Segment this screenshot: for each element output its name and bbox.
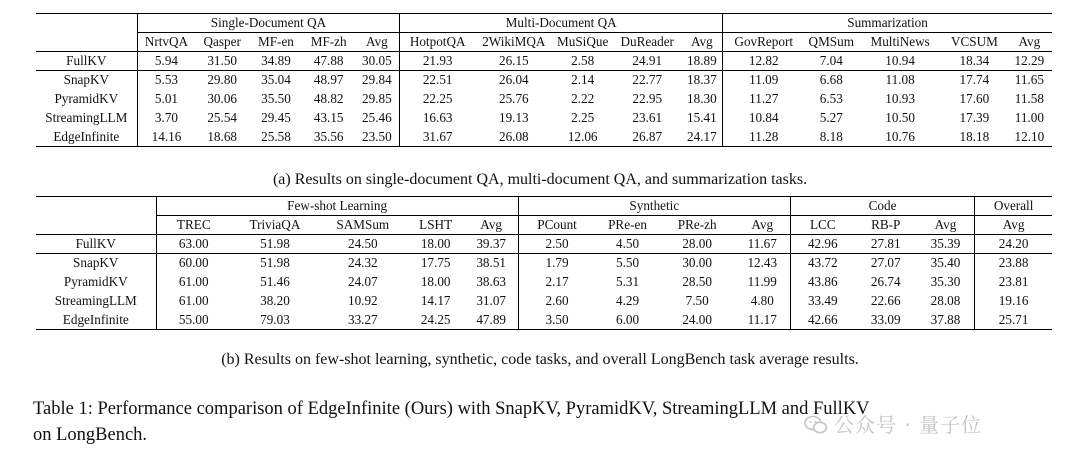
table-cell: 24.17: [682, 128, 723, 147]
table-cell: 24.25: [407, 311, 465, 330]
table-caption-line-1: Table 1: Performance comparison of EdgeInfinite (Ours) with SnapKV, PyramidKV, StreamingLLM and FullKV: [33, 399, 870, 419]
table-cell: 3.50: [518, 311, 595, 330]
table-cell: 47.88: [303, 52, 355, 71]
column-header: DuReader: [620, 34, 674, 49]
column-header: TREC: [176, 217, 211, 232]
table-cell: 4.29: [615, 293, 640, 308]
table-cell: 42.96: [790, 235, 854, 254]
table-cell: 7.50: [685, 293, 709, 308]
table-cell: 28.00: [660, 235, 735, 254]
table-cell: 61.00: [178, 293, 209, 308]
table-cell: 12.29: [1007, 52, 1052, 71]
table-cell: 12.43: [735, 254, 791, 273]
column-header: Avg: [355, 33, 400, 52]
table-cell: 12.06: [553, 128, 613, 147]
table-cell: 34.89: [249, 52, 303, 71]
table-cell: 43.72: [790, 254, 854, 273]
table-cell: 6.00: [595, 311, 659, 330]
table-a-caption: (a) Results on single-document QA, multi-document QA, and summarization tasks.: [272, 171, 808, 188]
table-cell: 10.76: [858, 128, 942, 147]
group-overall: Overall: [975, 197, 1052, 216]
table-cell: 51.46: [260, 274, 290, 289]
table-cell: 21.93: [400, 52, 475, 71]
column-header: Avg: [735, 216, 791, 235]
table-cell: 25.71: [975, 311, 1052, 330]
table-a-column-header: [36, 33, 1052, 52]
table-cell: 14.17: [420, 293, 451, 308]
table-cell: 35.04: [249, 71, 303, 90]
table-cell: 10.92: [347, 293, 378, 308]
table-cell: 11.17: [735, 311, 791, 330]
table-cell: 18.18: [942, 128, 1007, 147]
table-cell: 51.98: [231, 254, 319, 273]
table-cell: 16.63: [422, 110, 453, 125]
table-cell: 24.91: [613, 52, 682, 71]
table-cell: 35.40: [917, 254, 975, 273]
table-cell: 23.81: [998, 274, 1029, 289]
row-method-name: EdgeInfinite: [36, 311, 156, 330]
table-cell: 11.65: [1007, 71, 1052, 90]
table-cell: 15.41: [682, 109, 723, 128]
table-cell: 10.50: [885, 110, 915, 125]
table-row: [36, 235, 1052, 254]
group-synthetic: Synthetic: [518, 197, 790, 216]
table-cell: 11.28: [723, 128, 805, 147]
row-method-name: PyramidKV: [36, 90, 137, 109]
table-cell: 63.00: [156, 235, 231, 254]
table-cell: 18.37: [682, 71, 723, 90]
column-header: RB-P: [871, 217, 901, 232]
table-cell: 33.09: [855, 311, 917, 330]
column-header: LCC: [809, 217, 836, 232]
table-cell: 28.08: [917, 292, 975, 311]
table-cell: 11.09: [723, 71, 805, 90]
table-cell: 26.08: [475, 128, 552, 147]
table-cell: 48.97: [303, 71, 355, 90]
table-cell: 4.80: [735, 292, 791, 311]
column-header: PRe-en: [608, 217, 647, 232]
table-cell: 14.16: [137, 128, 195, 147]
table-cell: 17.75: [407, 254, 465, 273]
table-cell: 42.66: [790, 311, 854, 330]
group-code: Code: [790, 197, 974, 216]
table-cell: 22.51: [400, 71, 475, 90]
results-table-a: [36, 13, 1052, 147]
column-header: HotpotQA: [409, 34, 466, 49]
table-b-group-header: [36, 197, 1052, 216]
table-cell: 7.04: [804, 52, 858, 71]
row-method-name: SnapKV: [36, 254, 156, 273]
table-cell: 24.50: [319, 235, 407, 254]
group-summarization: Summarization: [723, 14, 1052, 33]
table-cell: 29.85: [355, 90, 400, 109]
table-cell: 12.10: [1007, 128, 1052, 147]
table-cell: 2.17: [545, 274, 569, 289]
table-cell: 47.89: [465, 311, 519, 330]
table-cell: 35.50: [261, 91, 291, 106]
row-method-name: StreamingLLM: [36, 292, 156, 311]
watermark-text: 公众号 · 量子位: [834, 413, 983, 437]
table-cell: 12.82: [723, 52, 805, 71]
table-cell: 25.58: [249, 128, 303, 147]
table-b-caption: (b) Results on few-shot learning, synthetic, code tasks, and overall LongBench task average results.: [221, 351, 859, 368]
column-header: QMSum: [808, 34, 854, 49]
table-row: [36, 109, 1052, 128]
table-cell: 25.46: [355, 109, 400, 128]
table-cell: 29.84: [355, 71, 400, 90]
table-cell: 11.99: [735, 273, 791, 292]
table-cell: 22.95: [632, 91, 663, 106]
row-method-name: FullKV: [36, 235, 156, 254]
column-header: SAMSum: [336, 217, 390, 232]
table-cell: 61.00: [178, 274, 209, 289]
table-cell: 18.34: [942, 52, 1007, 71]
table-cell: 19.13: [498, 110, 529, 125]
table-cell: 11.00: [1014, 110, 1044, 125]
group-single-doc-qa: Single-Document QA: [137, 14, 400, 33]
table-cell: 60.00: [156, 254, 231, 273]
column-header: PCount: [537, 217, 577, 232]
table-cell: 10.93: [885, 91, 915, 106]
table-cell: 11.67: [735, 235, 791, 254]
table-cell: 25.76: [498, 91, 529, 106]
table-cell: 26.87: [613, 128, 682, 147]
table-cell: 26.74: [870, 274, 901, 289]
column-header: Avg: [465, 216, 519, 235]
table-cell: 24.32: [319, 254, 407, 273]
table-cell: 10.84: [748, 110, 779, 125]
table-cell: 5.27: [819, 110, 843, 125]
table-cell: 25.54: [207, 110, 237, 125]
table-cell: 18.30: [682, 90, 723, 109]
table-cell: 5.50: [595, 254, 659, 273]
table-row: [36, 71, 1052, 90]
table-cell: 48.82: [313, 91, 344, 106]
table-cell: 31.50: [195, 52, 249, 71]
column-header: MF-zh: [310, 34, 347, 49]
table-cell: 11.27: [749, 91, 779, 106]
column-header: 2WikiMQA: [482, 34, 546, 49]
table-cell: 23.50: [355, 128, 400, 147]
table-cell: 39.37: [465, 235, 519, 254]
table-cell: 31.07: [465, 292, 519, 311]
table-cell: 18.68: [195, 128, 249, 147]
table-cell: 17.60: [959, 91, 990, 106]
table-caption-line-2: on LongBench.: [33, 425, 148, 445]
table-cell: 30.06: [207, 91, 237, 106]
table-cell: 38.20: [260, 293, 290, 308]
table-row: [36, 52, 1052, 71]
table-row: [36, 128, 1052, 147]
table-cell: 2.58: [553, 52, 613, 71]
table-cell: 79.03: [231, 311, 319, 330]
table-cell: 28.50: [682, 274, 712, 289]
table-cell: 18.89: [682, 52, 723, 71]
table-cell: 11.58: [1014, 91, 1044, 106]
table-cell: 26.15: [475, 52, 552, 71]
table-cell: 18.00: [407, 235, 465, 254]
table-cell: 17.74: [942, 71, 1007, 90]
row-method-name: PyramidKV: [36, 273, 156, 292]
table-cell: 37.88: [917, 311, 975, 330]
group-few-shot-learning: Few-shot Learning: [156, 197, 518, 216]
table-row: [36, 90, 1052, 109]
column-header: Avg: [682, 33, 723, 52]
table-cell: 22.66: [870, 293, 901, 308]
table-cell: 38.51: [465, 254, 519, 273]
column-header: VCSUM: [950, 34, 998, 49]
table-cell: 2.25: [571, 110, 595, 125]
row-method-name: FullKV: [36, 52, 137, 71]
table-cell: 4.50: [595, 235, 659, 254]
table-cell: 38.63: [465, 273, 519, 292]
column-header: NrtvQA: [144, 34, 189, 49]
row-method-name: SnapKV: [36, 71, 137, 90]
table-cell: 5.01: [154, 91, 178, 106]
table-cell: 22.77: [613, 71, 682, 90]
table-cell: 51.98: [231, 235, 319, 254]
table-cell: 6.53: [819, 91, 843, 106]
table-cell: 3.70: [154, 110, 178, 125]
table-cell: 31.67: [400, 128, 475, 147]
table-cell: 24.20: [975, 235, 1052, 254]
table-cell: 2.60: [545, 293, 569, 308]
table-cell: 2.22: [571, 91, 595, 106]
column-header: PRe-zh: [677, 217, 717, 232]
table-cell: 5.94: [137, 52, 195, 71]
table-row: [36, 311, 1052, 330]
table-cell: 11.08: [858, 71, 942, 90]
table-cell: 24.07: [347, 274, 378, 289]
table-cell: 29.80: [195, 71, 249, 90]
table-row: [36, 254, 1052, 273]
table-cell: 23.88: [975, 254, 1052, 273]
watermark: [804, 409, 982, 438]
table-cell: 10.94: [858, 52, 942, 71]
table-cell: 30.00: [660, 254, 735, 273]
table-cell: 27.81: [855, 235, 917, 254]
table-cell: 5.31: [615, 274, 640, 289]
group-multi-doc-qa: Multi-Document QA: [400, 14, 723, 33]
table-cell: 30.05: [355, 52, 400, 71]
table-cell: 2.14: [553, 71, 613, 90]
table-cell: 18.00: [420, 274, 451, 289]
table-cell: 8.18: [804, 128, 858, 147]
table-cell: 17.39: [959, 110, 990, 125]
wechat-icon: [804, 415, 828, 435]
table-cell: 43.15: [313, 110, 344, 125]
table-cell: 23.61: [632, 110, 663, 125]
column-header: Avg: [1018, 34, 1041, 49]
table-cell: 27.07: [855, 254, 917, 273]
table-cell: 35.39: [917, 235, 975, 254]
table-cell: 35.56: [303, 128, 355, 147]
table-cell: 2.50: [518, 235, 595, 254]
table-b-column-header: [36, 216, 1052, 235]
table-row: [36, 292, 1052, 311]
table-cell: 5.53: [137, 71, 195, 90]
column-header: GovReport: [734, 34, 794, 49]
column-header: LSHT: [419, 217, 453, 232]
table-row: [36, 273, 1052, 292]
column-header: TriviaQA: [249, 217, 301, 232]
row-method-name: StreamingLLM: [36, 109, 137, 128]
table-cell: 1.79: [518, 254, 595, 273]
row-method-name: EdgeInfinite: [36, 128, 137, 147]
table-cell: 43.86: [807, 274, 838, 289]
table-cell: 55.00: [156, 311, 231, 330]
table-cell: 29.45: [261, 110, 291, 125]
table-cell: 33.27: [319, 311, 407, 330]
column-header: MuSiQue: [557, 34, 609, 49]
column-header: MF-en: [258, 34, 294, 49]
table-cell: 33.49: [807, 293, 838, 308]
table-cell: 26.04: [475, 71, 552, 90]
column-header: Avg: [917, 216, 975, 235]
table-cell: 19.16: [998, 293, 1029, 308]
table-cell: 24.00: [660, 311, 735, 330]
column-header: MultiNews: [870, 34, 930, 49]
table-cell: 6.68: [804, 71, 858, 90]
column-header: Qasper: [203, 34, 241, 49]
table-cell: 35.30: [917, 273, 975, 292]
column-header: Avg: [1002, 217, 1025, 232]
table-a-group-header: [36, 14, 1052, 33]
table-cell: 22.25: [422, 91, 453, 106]
results-table-b: [36, 196, 1052, 330]
